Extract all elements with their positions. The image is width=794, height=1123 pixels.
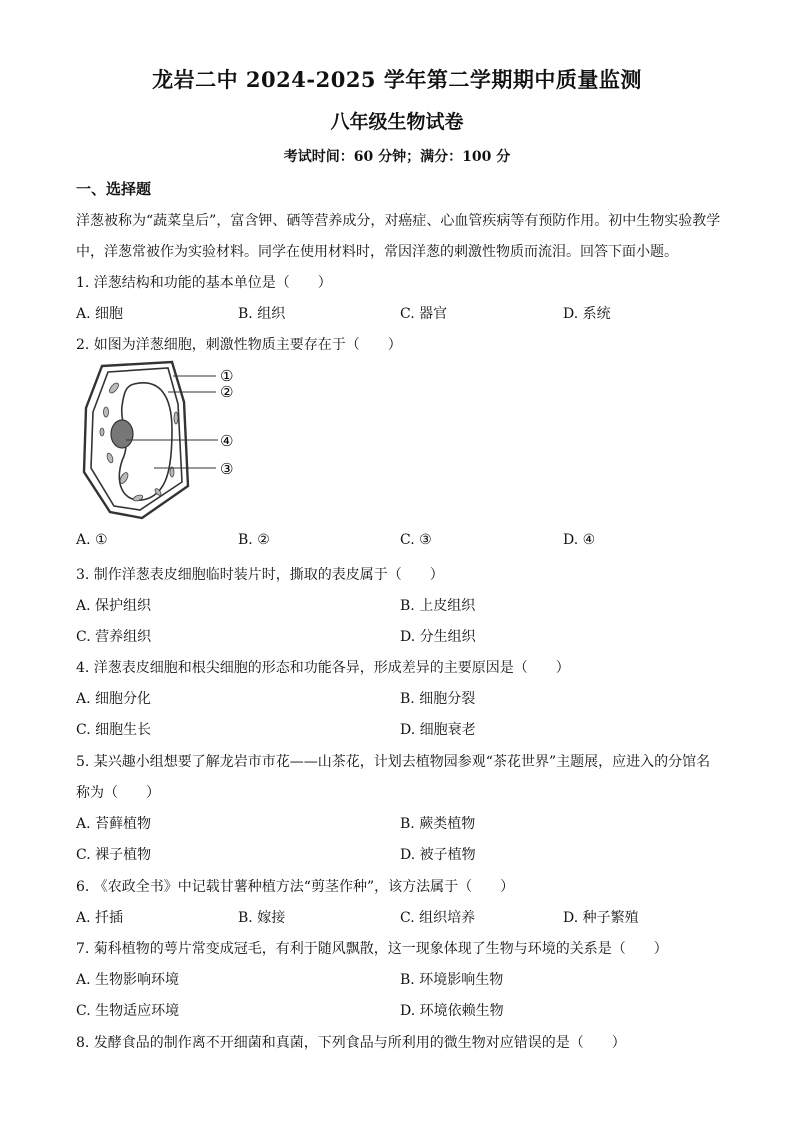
q4-option-b: B. 细胞分裂 <box>400 691 476 707</box>
q3-option-d: D. 分生组织 <box>400 629 476 645</box>
question-6-stem: 6. 《农政全书》中记载甘薯种植方法“剪茎作种”，该方法属于（ ） <box>76 879 515 895</box>
q7-option-d: D. 环境依赖生物 <box>400 1003 504 1019</box>
question-2-stem: 2. 如图为洋葱细胞，刺激性物质主要存在于（ ） <box>76 337 402 353</box>
q7-option-a: A. 生物影响环境 <box>76 972 180 988</box>
figure-label-4: ④ <box>220 432 234 450</box>
q5-option-b: B. 蕨类植物 <box>400 816 476 832</box>
figure-label-3: ③ <box>220 460 234 478</box>
q5-option-a: A. 苔藓植物 <box>76 816 152 832</box>
question-1-stem: 1. 洋葱结构和功能的基本单位是（ ） <box>76 275 332 291</box>
q5-option-c: C. 裸子植物 <box>76 847 152 863</box>
q7-option-c: C. 生物适应环境 <box>76 1003 180 1019</box>
q4-option-a: A. 细胞分化 <box>76 691 152 707</box>
question-5-stem-line-2: 称为（ ） <box>76 785 160 801</box>
q1-option-a: A. 细胞 <box>76 306 124 322</box>
figure-label-2: ② <box>220 383 234 401</box>
q2-option-a: A. ① <box>76 532 108 548</box>
onion-cell-figure <box>76 360 266 522</box>
q3-option-c: C. 营养组织 <box>76 629 152 645</box>
q5-option-d: D. 被子植物 <box>400 847 476 863</box>
q4-option-c: C. 细胞生长 <box>76 722 152 738</box>
q6-option-b: B. 嫁接 <box>238 910 286 926</box>
q6-option-a: A. 扦插 <box>76 910 124 926</box>
question-7-stem: 7. 菊科植物的萼片常变成冠毛，有利于随风飘散，这一现象体现了生物与环境的关系是（ ） <box>76 941 668 957</box>
figure-label-1: ① <box>220 367 234 385</box>
q2-option-b: B. ② <box>238 532 270 548</box>
q1-option-d: D. 系统 <box>563 306 611 322</box>
q1-option-c: C. 器官 <box>400 306 448 322</box>
q6-option-c: C. 组织培养 <box>400 910 476 926</box>
exam-subtitle: 八年级生物试卷 <box>330 111 464 133</box>
question-5-stem-line-1: 5. 某兴趣小组想要了解龙岩市市花——山茶花，计划去植物园参观“茶花世界”主题展，应进入的分馆名 <box>76 754 711 770</box>
intro-line-1: 洋葱被称为“蔬菜皇后”，富含钾、硒等营养成分，对癌症、心血管疾病等有预防作用。初中生物实验教学 <box>76 213 721 229</box>
q1-option-b: B. 组织 <box>238 306 286 322</box>
q7-option-b: B. 环境影响生物 <box>400 972 504 988</box>
q2-option-d: D. ④ <box>563 532 596 548</box>
q3-option-a: A. 保护组织 <box>76 598 152 614</box>
intro-line-2: 中，洋葱常被作为实验材料。同学在使用材料时，常因洋葱的刺激性物质而流泪。回答下面小题。 <box>76 244 678 260</box>
exam-title: 龙岩二中 2024-2025 学年第二学期期中质量监测 <box>152 67 642 92</box>
q4-option-d: D. 细胞衰老 <box>400 722 476 738</box>
question-4-stem: 4. 洋葱表皮细胞和根尖细胞的形态和功能各异，形成差异的主要原因是（ ） <box>76 660 570 676</box>
q2-option-c: C. ③ <box>400 532 432 548</box>
exam-info: 考试时间：60 分钟；满分：100 分 <box>283 149 511 165</box>
question-3-stem: 3. 制作洋葱表皮细胞临时装片时，撕取的表皮属于（ ） <box>76 567 444 583</box>
section-heading: 一、选择题 <box>76 180 152 198</box>
q6-option-d: D. 种子繁殖 <box>563 910 639 926</box>
q3-option-b: B. 上皮组织 <box>400 598 476 614</box>
question-8-stem: 8. 发酵食品的制作离不开细菌和真菌，下列食品与所利用的微生物对应错误的是（ ） <box>76 1035 626 1051</box>
